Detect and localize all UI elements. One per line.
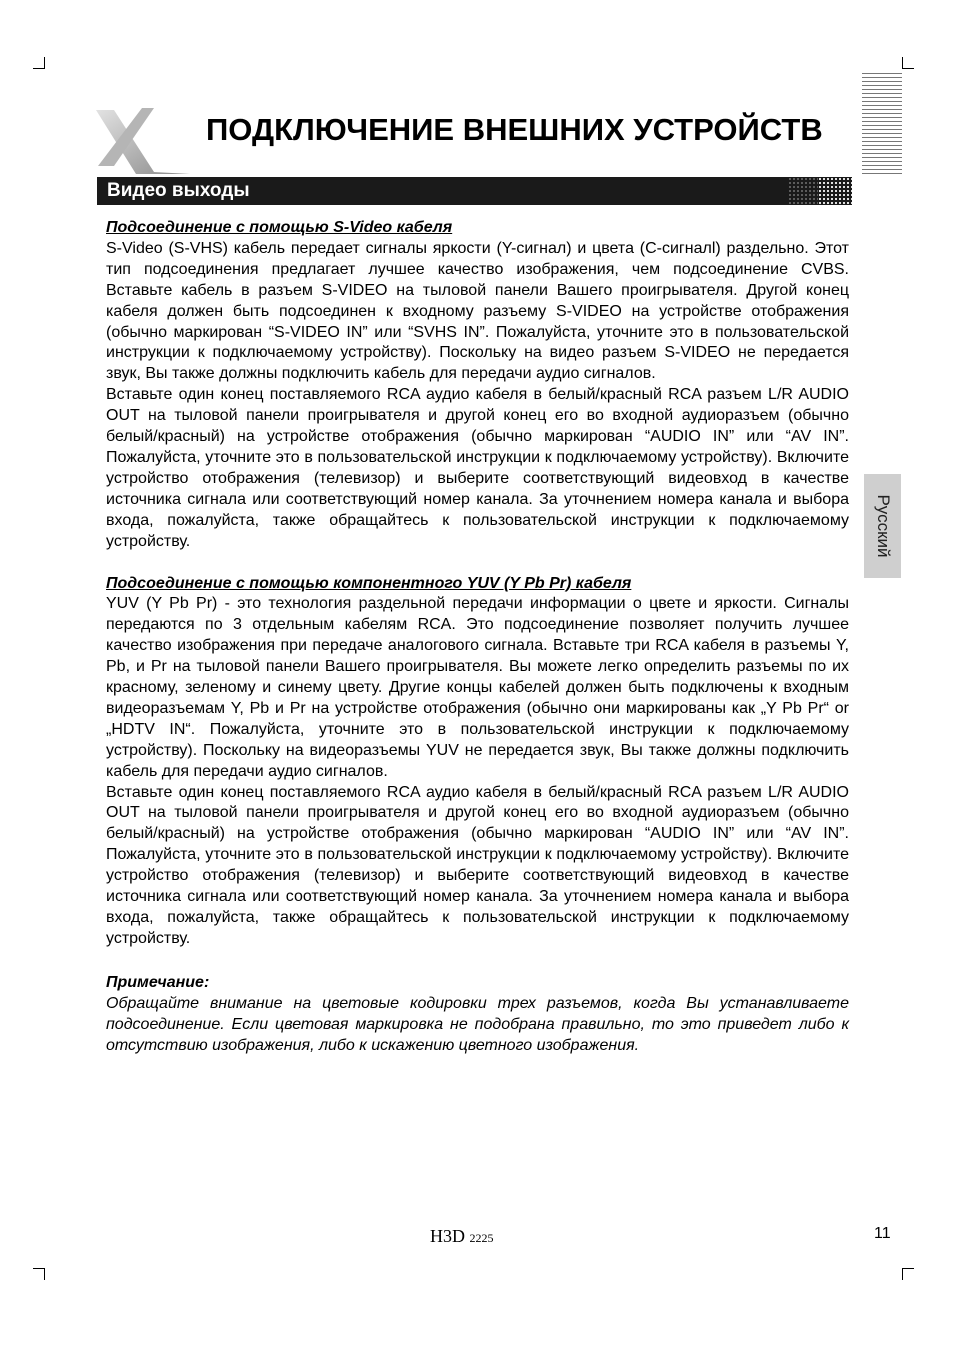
- crop-mark-top-left: [33, 68, 45, 69]
- language-tab-label: Русский: [873, 494, 893, 558]
- svideo-paragraph-2: Вставьте один конец поставляемого RCA аудио кабеля в белый/красный RCA разъем L/R AUDIO OUT на тыловой панели проигрывателя и другой конец его во входной аудиоразъем (обычно белый/красный) на устройстве отображения (обычно маркирован “AUDIO IN” или “AV IN”. Пожалуйста, уточните это в пользовательской инструкции к подключаемому устройству). Включите устройство отображения (телевизор) и выберите соответствующий видеовход в качестве источника сигнала или соответствующий номер канала. За уточнением номера канала и выбора входа, пожалуйста, также обращайтесь к пользовательской инструкции к подключаемому устройству.: [106, 386, 849, 550]
- model-name: H3D: [430, 1226, 465, 1246]
- yuv-paragraph-1: YUV (Y Pb Pr) - это технология раздельной передачи информации о цвете и яркости. Сигналы передаются по 3 отдельным кабелям RCA. Это подсоединение позволяет получить лучшее качество изображения при передаче аналогового сигнала. Вставьте три RCA кабеля в разъемы Y, Pb, и Pr на тыловой панели Вашего проигрывателя. Вы можете легко определить разъемы по их красному, зеленому и синему цвету. Другие концы кабелей должен быть подключены к входным видеоразъемам Y, Pb и Pr на устройстве отображения (обычно они маркированы как „Y Pb Pr“ or „HDTV IN“. Пожалуйста, уточните это в пользовательской инструкции к подключаемому устройству). Поскольку на видеоразъемы YUV не передается звук, Вы также должны подключить кабель для передачи аудио сигналов.: [106, 595, 849, 780]
- page-number: 11: [874, 1225, 891, 1242]
- section-header-bar: [97, 177, 852, 205]
- crop-mark-bottom-right: [902, 1268, 903, 1280]
- note-text: Обращайте внимание на цветовые кодировки трех разъемов, когда Вы устанавливаете подсоединение. Если цветовая маркировка не подобрана правильно, то это приведет либо к отсутствию изображения, либо к искажению цветного изображения.: [106, 994, 849, 1054]
- spacer: [106, 553, 849, 574]
- x-logo-icon: [92, 106, 192, 176]
- model-number: 2225: [469, 1231, 494, 1245]
- crop-mark-top-right: [902, 68, 914, 69]
- svideo-heading: Подсоединение с помощью S-Video кабеля: [106, 219, 453, 236]
- decorative-stripes: [862, 73, 902, 177]
- dot-pattern: [818, 177, 852, 205]
- section-title: Видео выходы: [107, 180, 250, 201]
- page-title: ПОДКЛЮЧЕНИЕ ВНЕШНИХ УСТРОЙСТВ: [206, 112, 823, 147]
- svideo-paragraph-1: S-Video (S-VHS) кабель передает сигналы яркости (Y-сигнал) и цвета (C-сигналl) раздельно. Этот тип подсоединения предлагает лучшее качество изображения, чем подсоединение CVBS. Вставьте кабель в разъем S-VIDEO на тыловой панели Вашего проигрывателя. Другой конец кабеля должен быть подсоединен к входному разъему S-VIDEO на устройстве отображения (обычно маркирован “S-VIDEO IN” или “SVHS IN”. Пожалуйста, уточните это в пользовательской инструкции к подключаемому устройству). Поскольку на видео разъем S-VIDEO не передается звук, Вы также должны подключить кабель для передачи аудио сигналов.: [106, 239, 849, 383]
- model-logo: [430, 1226, 494, 1247]
- page-content: [106, 218, 849, 1056]
- yuv-heading: Подсоединение с помощью компонентного YUV (Y Pb Pr) кабеля: [106, 574, 632, 592]
- spacer: [106, 950, 849, 973]
- crop-mark-bottom-right: [902, 1268, 914, 1269]
- yuv-paragraph-2: Вставьте один конец поставляемого RCA аудио кабеля в белый/красный RCA разъем L/R AUDIO OUT на тыловой панели проигрывателя и другой конец его во входной аудиоразъем (обычно белый/красный) на устройстве отображения (обычно маркирован “AUDIO IN” или “AV IN”. Пожалуйста, уточните это в пользовательской инструкции к подключаемому устройству). Включите устройство отображения (телевизор) и выберите соответствующий видеовход в качестве источника сигнала или соответствующий номер канала. За уточнением номера канала и выбора входа, пожалуйста, также обращайтесь к пользовательской инструкции к подключаемому устройству.: [106, 783, 849, 947]
- dot-pattern-fade: [788, 177, 818, 205]
- crop-mark-bottom-left: [44, 1268, 45, 1280]
- language-tab: [864, 474, 901, 578]
- note-title: Примечание:: [106, 973, 210, 991]
- crop-mark-bottom-left: [33, 1268, 45, 1269]
